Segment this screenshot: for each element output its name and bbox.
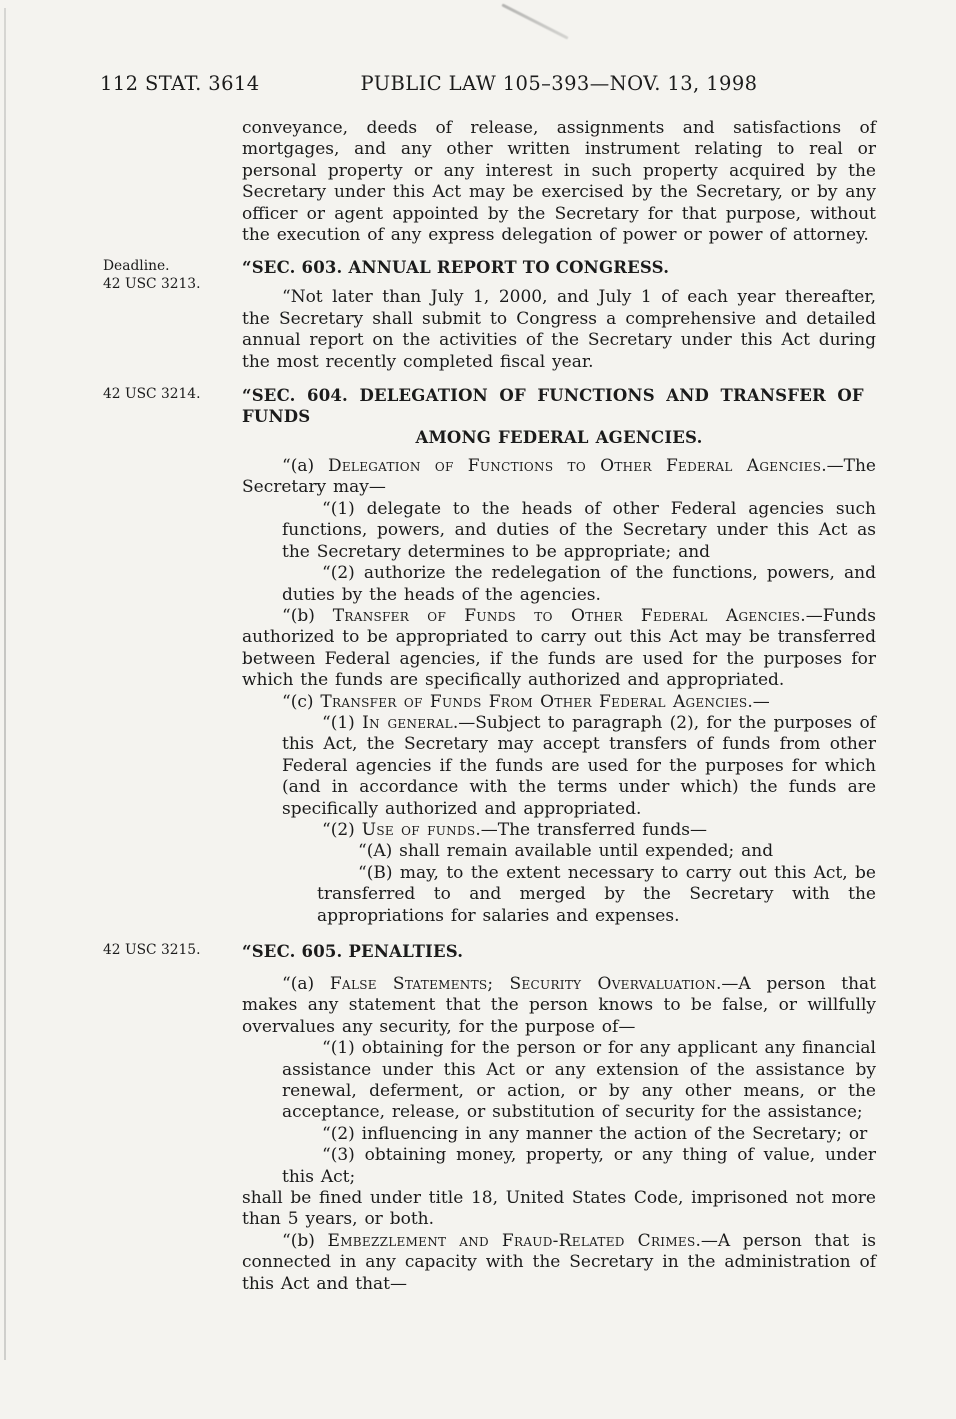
paragraph-605-flush: shall be fined under title 18, United States Code, imprisoned not more than 5 years, or both. <box>242 1188 876 1230</box>
paragraph-605a3: “(3) obtaining money, property, or any thing of value, under this Act; <box>282 1145 876 1187</box>
text-segment: “(c) <box>282 691 321 712</box>
text-segment: “(1) <box>322 712 363 733</box>
statute-text-column <box>103 118 876 1295</box>
text-segment: .—Funds authorized to be appropriated to carry out this Act may be transferred between Federal agencies, if the funds are used for the purposes for which the funds are specifically authorized and appropriated. <box>242 605 876 691</box>
margin-note-deadline: Deadline. <box>103 258 170 275</box>
text-segment: .—Subject to paragraph (2), for the purposes of this Act, the Secretary may accept transfers of funds from other Federal agencies if the funds are used for the purposes for which (and in accordance with the terms under which) the funds are specifically authorized and appropriated. <box>282 712 876 819</box>
paragraph-604a1: “(1) delegate to the heads of other Federal agencies such functions, powers, and duties of the Secretary under this Act as the Secretary determines to be appropriate; and <box>282 498 876 562</box>
section-603-heading: “SEC. 603. ANNUAL REPORT TO CONGRESS. <box>242 258 670 278</box>
section-604-heading-row <box>103 385 876 448</box>
smallcaps-segment: Transfer of Funds to Other Federal Agencies <box>332 605 801 626</box>
section-603-body: “Not later than July 1, 2000, and July 1 of each year thereafter, the Secretary shall submit to Congress a comprehensive and detailed annual report on the activities of the Secretary under this Act during the most recently completed fiscal year. <box>242 287 876 372</box>
paragraph-604c2B: “(B) may, to the extent necessary to carry out this Act, be transferred to and merged by the Secretary with the appropriations for salaries and expenses. <box>317 862 876 926</box>
paragraph-604b <box>242 606 876 692</box>
section-604-heading-line1: “SEC. 604. DELEGATION OF FUNCTIONS AND TRANSFER OF FUNDS <box>242 386 864 427</box>
paragraph-605a <box>242 974 876 1038</box>
smallcaps-segment: Delegation of Functions to Other Federal Agencies <box>327 456 822 477</box>
smallcaps-segment: Transfer of Funds From Other Federal Agencies <box>320 691 748 712</box>
section-605-heading-row <box>103 941 876 962</box>
public-law-title: PUBLIC LAW 105–393—NOV. 13, 1998 <box>360 72 758 95</box>
margin-note-603 <box>103 258 235 293</box>
smallcaps-segment: Embezzlement and Fraud-Related Crimes <box>327 1230 696 1251</box>
text-segment: “(a) <box>282 974 330 994</box>
smallcaps-segment: In general <box>362 712 453 733</box>
text-segment: .—A person that is connected in any capacity with the Secretary in the administration of this Act and that— <box>242 1230 876 1294</box>
page-header <box>0 72 956 98</box>
paragraph-604c1 <box>282 713 876 820</box>
paragraph-605b <box>242 1231 876 1295</box>
paragraph-605a1: “(1) obtaining for the person or for any applicant any financial assistance under this Act or any extension of the assistance by renewal, deferment, or action, or by any other means, or the acceptance, release, or substitution of security for the assistance; <box>282 1038 876 1123</box>
text-segment: “(b) <box>282 1230 328 1251</box>
text-segment: “(b) <box>282 605 333 626</box>
margin-note-usc-3215: 42 USC 3215. <box>103 942 201 958</box>
stat-page-number: 112 STAT. 3614 <box>100 72 260 95</box>
paragraph-605a2: “(2) influencing in any manner the action of the Secretary; or <box>322 1123 868 1144</box>
section-604-heading-line2: AMONG FEDERAL AGENCIES. <box>415 428 703 448</box>
paragraph-604c2 <box>282 820 876 841</box>
smallcaps-segment: False Statements; Security Overvaluation <box>329 974 716 994</box>
paragraph-604a <box>242 456 876 499</box>
smallcaps-segment: Use of funds <box>361 819 476 840</box>
scan-swoosh-artifact <box>501 3 568 39</box>
text-segment: “(a) <box>282 456 328 477</box>
text-segment: “(2) <box>322 819 362 840</box>
text-segment: .—The transferred funds— <box>475 819 708 840</box>
section-603-heading-row <box>103 257 876 292</box>
section-605-heading: “SEC. 605. PENALTIES. <box>242 942 464 961</box>
text-segment: .—A person that makes any statement that the person knows to be false, or willfully overvalues any security, for the purpose of— <box>242 974 876 1037</box>
margin-note-usc-3213: 42 USC 3213. <box>103 275 201 292</box>
scan-edge-artifact <box>4 8 6 1360</box>
paragraph-604c2A: “(A) shall remain available until expended; and <box>358 841 774 862</box>
paragraph-604c <box>242 692 876 713</box>
paragraph-604a2: “(2) authorize the redelegation of the functions, powers, and duties by the heads of the agencies. <box>282 563 876 605</box>
continuation-paragraph: conveyance, deeds of release, assignments and satisfactions of mortgages, and any other written instrument relating to real or personal property or any interest in such property acquired by the Secretary under this Act may be exercised by the Secretary, or by any officer or agent appointed by the Secretary for that purpose, without the execution of any express delegation of power or power of attorney. <box>242 118 876 246</box>
margin-note-usc-3214: 42 USC 3214. <box>103 386 201 403</box>
text-segment: .— <box>747 691 770 712</box>
text-segment: .—The Secretary may— <box>242 456 876 498</box>
